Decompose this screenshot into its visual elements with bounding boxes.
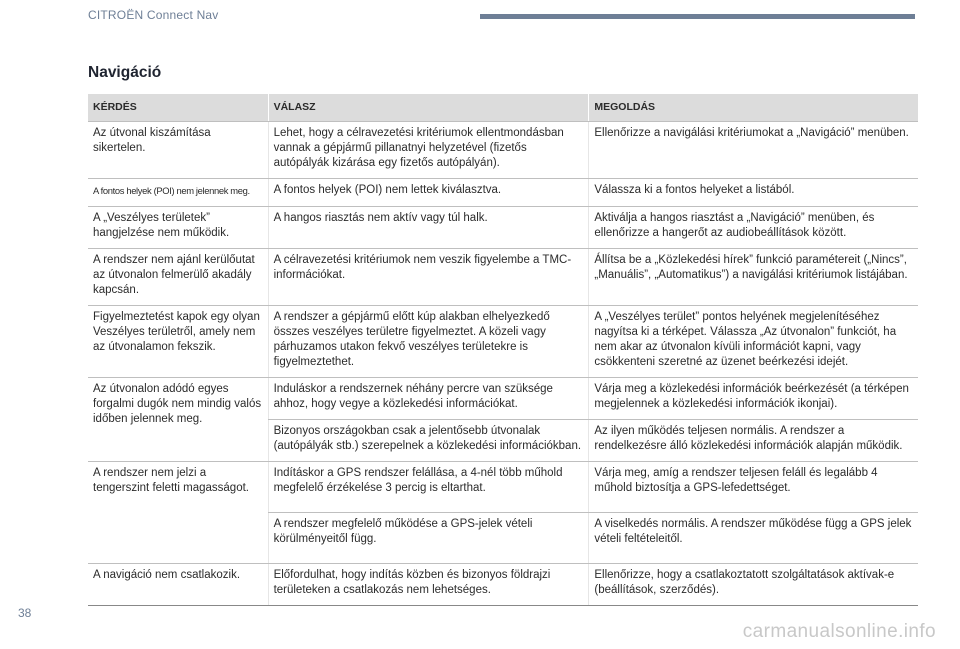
table-row — [88, 306, 918, 378]
solution-cell: Ellenőrizze a navigálási kritériumokat a „Navigáció” menüben. — [589, 122, 918, 179]
answer-cell: A célravezetési kritériumok nem veszik figyelembe a TMC-információkat. — [268, 249, 589, 306]
column-header-answer: VÁLASZ — [268, 94, 589, 122]
question-cell — [88, 179, 268, 207]
watermark-text: carmanualsonline.info — [742, 621, 936, 642]
answer-cell: A fontos helyek (POI) nem lettek kiválasztva. — [268, 179, 589, 207]
table-row — [88, 462, 918, 513]
question-cell: A rendszer nem jelzi a tengerszint feletti magasságot. — [88, 462, 268, 564]
answer-cell: Lehet, hogy a célravezetési kritériumok ellentmondásban vannak a gépjármű pillanatnyi helyzetével (fizetős autópályák kizárása egy fizetős autópályán). — [268, 122, 589, 179]
solution-cell: Válassza ki a fontos helyeket a listából. — [589, 179, 918, 207]
answer-cell: A rendszer a gépjármű előtt kúp alakban elhelyezkedő összes veszélyes területre figyelmeztet. A közeli vagy párhuzamos utakon fekvő veszélyes területekre is figyelmeztethet. — [268, 306, 589, 378]
page-title: Navigáció — [88, 64, 162, 81]
page-number: 38 — [18, 606, 32, 620]
solution-cell: Ellenőrizze, hogy a csatlakoztatott szolgáltatások aktívak-e (beállítások, szerződés). — [589, 564, 918, 606]
solution-cell: Állítsa be a „Közlekedési hírek” funkció paramétereit („Nincs”, „Manuális”, „Automatikus”) a navigálási kritériumok listájában. — [589, 249, 918, 306]
table-row — [88, 564, 918, 606]
table-header-row — [88, 94, 918, 122]
column-header-question: KÉRDÉS — [88, 94, 268, 122]
column-header-solution: MEGOLDÁS — [589, 94, 918, 122]
answer-cell: Indításkor a GPS rendszer felállása, a 4-nél több műhold megfelelő érzékelése 3 percig is eltarthat. — [268, 462, 589, 513]
answer-cell: Induláskor a rendszernek néhány percre van szüksége ahhoz, hogy vegye a közlekedési információkat. — [268, 378, 589, 420]
table-row — [88, 249, 918, 306]
solution-cell: Várja meg a közlekedési információk beérkezését (a térképen megjelennek a közlekedési információk ikonjai). — [589, 378, 918, 420]
question-cell: A rendszer nem ajánl kerülőutat az útvonalon felmerülő akadály kapcsán. — [88, 249, 268, 306]
answer-cell: A hangos riasztás nem aktív vagy túl halk. — [268, 207, 589, 249]
answer-cell: A rendszer megfelelő működése a GPS-jelek vételi körülményeitől függ. — [268, 513, 589, 564]
troubleshooting-table — [88, 94, 918, 606]
question-cell: Figyelmeztetést kapok egy olyan Veszélyes területről, amely nem az útvonalamon fekszik. — [88, 306, 268, 378]
header-accent-bar — [480, 14, 915, 19]
table-row — [88, 122, 918, 179]
solution-cell: Aktiválja a hangos riasztást a „Navigáció” menüben, és ellenőrizze a hangerőt az audiobeállítások között. — [589, 207, 918, 249]
table-row — [88, 179, 918, 207]
table-row — [88, 207, 918, 249]
question-cell: A „Veszélyes területek” hangjelzése nem működik. — [88, 207, 268, 249]
answer-cell: Előfordulhat, hogy indítás közben és bizonyos földrajzi területeken a csatlakozás nem lehetséges. — [268, 564, 589, 606]
question-cell: Az útvonalon adódó egyes forgalmi dugók nem mindig valós időben jelennek meg. — [88, 378, 268, 462]
solution-cell: A viselkedés normális. A rendszer működése függ a GPS jelek vételi feltételeitől. — [589, 513, 918, 564]
solution-cell: Az ilyen működés teljesen normális. A rendszer a rendelkezésre álló közlekedési információk alapján működik. — [589, 420, 918, 462]
question-text-condensed: A fontos helyek (POI) nem jelennek meg. — [93, 185, 250, 196]
solution-cell: Várja meg, amíg a rendszer teljesen feláll és legalább 4 műhold biztosítja a GPS-lefedettséget. — [589, 462, 918, 513]
question-cell: Az útvonal kiszámítása sikertelen. — [88, 122, 268, 179]
answer-cell: Bizonyos országokban csak a jelentősebb útvonalak (autópályák stb.) szerepelnek a közlekedési információkban. — [268, 420, 589, 462]
table-row — [88, 378, 918, 420]
question-cell: A navigáció nem csatlakozik. — [88, 564, 268, 606]
manual-brand-header: CITROËN Connect Nav — [88, 8, 219, 22]
solution-cell: A „Veszélyes terület” pontos helyének megjelenítéséhez nagyítsa ki a térképet. Válassza „Az útvonalon” funkciót, ha nem akar az útvonalon kívüli információt kapni, vagy csökkenteni szeretné az üzenet beérkezési idejét. — [589, 306, 918, 378]
